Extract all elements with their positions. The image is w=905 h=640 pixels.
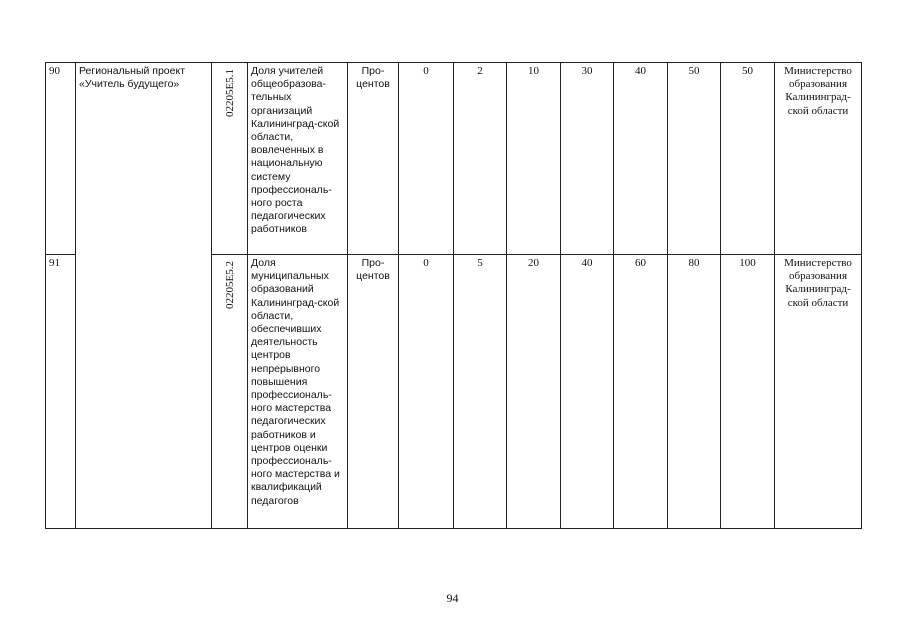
value-cell: 50 <box>668 63 721 255</box>
table-row <box>46 63 862 255</box>
page-number: 94 <box>446 591 459 605</box>
indicator-name: Доля учителей общеобразова-тельных организаций Калининград-ской области, вовлеченных в национальную систему профессиональ-ного роста педагогических работников <box>248 63 348 255</box>
value-cell: 100 <box>721 255 775 529</box>
value-cell: 50 <box>721 63 775 255</box>
value-cell: 80 <box>668 255 721 529</box>
indicators-table <box>45 62 862 529</box>
unit-cell: Про-центов <box>348 255 399 529</box>
indicator-name: Доля муниципальных образований Калининград-ской области, обеспечивших деятельность центров непрерывного повышения профессиональ-ного мастерства педагогических работников и центров оценки профессиональ-ного мастерства и квалификаций педагогов <box>248 255 348 529</box>
unit-cell: Про-центов <box>348 63 399 255</box>
value-cell: 30 <box>561 63 614 255</box>
value-cell: 40 <box>614 63 668 255</box>
value-cell: 20 <box>507 255 561 529</box>
indicator-code: 02205Е5.2 <box>223 261 236 309</box>
value-cell: 60 <box>614 255 668 529</box>
row-number: 90 <box>46 63 76 255</box>
project-name: Региональный проект «Учитель будущего» <box>76 63 212 529</box>
row-number: 91 <box>46 255 76 529</box>
value-cell: 10 <box>507 63 561 255</box>
value-cell: 5 <box>454 255 507 529</box>
code-cell <box>212 63 248 255</box>
value-cell: 40 <box>561 255 614 529</box>
code-cell <box>212 255 248 529</box>
value-cell: 0 <box>399 255 454 529</box>
indicator-code: 02205Е5.1 <box>223 69 236 117</box>
responsible-cell: Министерство образования Калининград-ской области <box>775 255 862 529</box>
value-cell: 0 <box>399 63 454 255</box>
value-cell: 2 <box>454 63 507 255</box>
responsible-cell: Министерство образования Калининград-ской области <box>775 63 862 255</box>
